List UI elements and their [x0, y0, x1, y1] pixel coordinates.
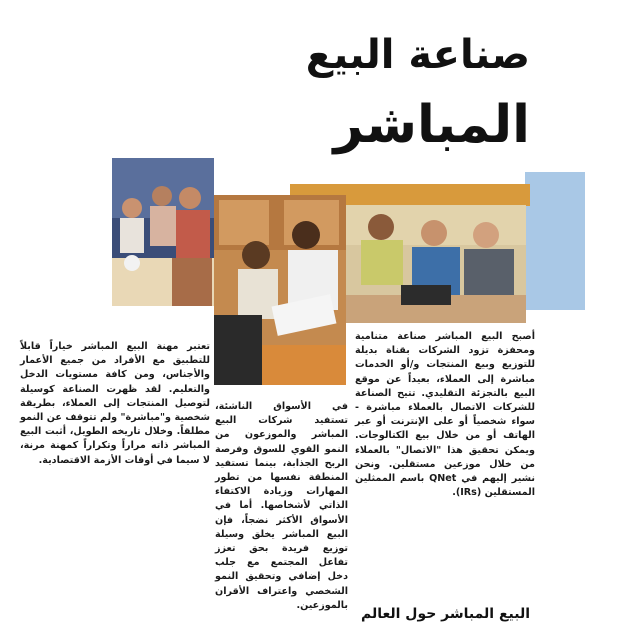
page-title-line-2: المباشر	[333, 95, 530, 155]
section-footer-heading: البيع المباشر حول العالم	[360, 606, 530, 622]
family-table-photo	[112, 158, 214, 306]
men-laptop-photo	[346, 205, 526, 323]
page-title-line-1: صناعة البيع	[305, 32, 530, 78]
group-laptop-photo	[214, 195, 346, 385]
blue-accent-block	[525, 172, 585, 310]
article-column-middle: في الأسواق الناشئة، تستفيد شركات البيع المباشر والموزعون من النمو القوي للسوق وفرصة الربح الجذابة، بينما تستفيد المنطقة نفسها من تطور المهارات وزيادة الاكتفاء الذاتي لأشخاصها. أما في الأسواق الأكثر نضجاً، فإن البيع المباشر يخلق وسيلة توزيع فريدة بحق تعزز تفاعل المجتمع مع جلب دخل إضافي وتحقيق النمو الشخصي واعتراف الأقران بالموزعين.	[215, 401, 348, 611]
article-column-left: تعتبر مهنة البيع المباشر خياراً قابلاً للتطبيق مع الأفراد من جميع الأعمار والأجناس، ومن كافة مستويات الدخل والتعليم. لقد ظهرت الصناعة كوسيلة لتوصيل المنتجات إلى العملاء، بطريقة شخصية و"مباشرة" ولم تتوقف عن النمو مطلقاً. وخلال تاريخه الطويل، أثبت البيع المباشر ذاته مراراً وتكراراً كمهنة مرنة، لا سيما في أوقات الأزمة الاقتصادية.	[20, 341, 210, 466]
article-column-right: أصبح البيع المباشر صناعة متنامية ومحفزة تزود الشركات بقناة بديلة للتوزيع وبيع المنتجات و/أو الخدمات مباشرة إلى العملاء، بعيداً عن موقع البيع بالتجزئة التقليدي. تتيح الصناعة للشركات الاتصال بالعملاء مباشرة - سواء شخصياً أو على الإنترنت أو عبر الهاتف أو من خلال بيع الكتالوجات. ويمكن تحقيق هذا "الاتصال" بالعملاء من خلال موزعين مستقلين. ونحن نشير إليهم في QNet باسم الممثلين المستقلين (IRs).	[355, 331, 535, 499]
